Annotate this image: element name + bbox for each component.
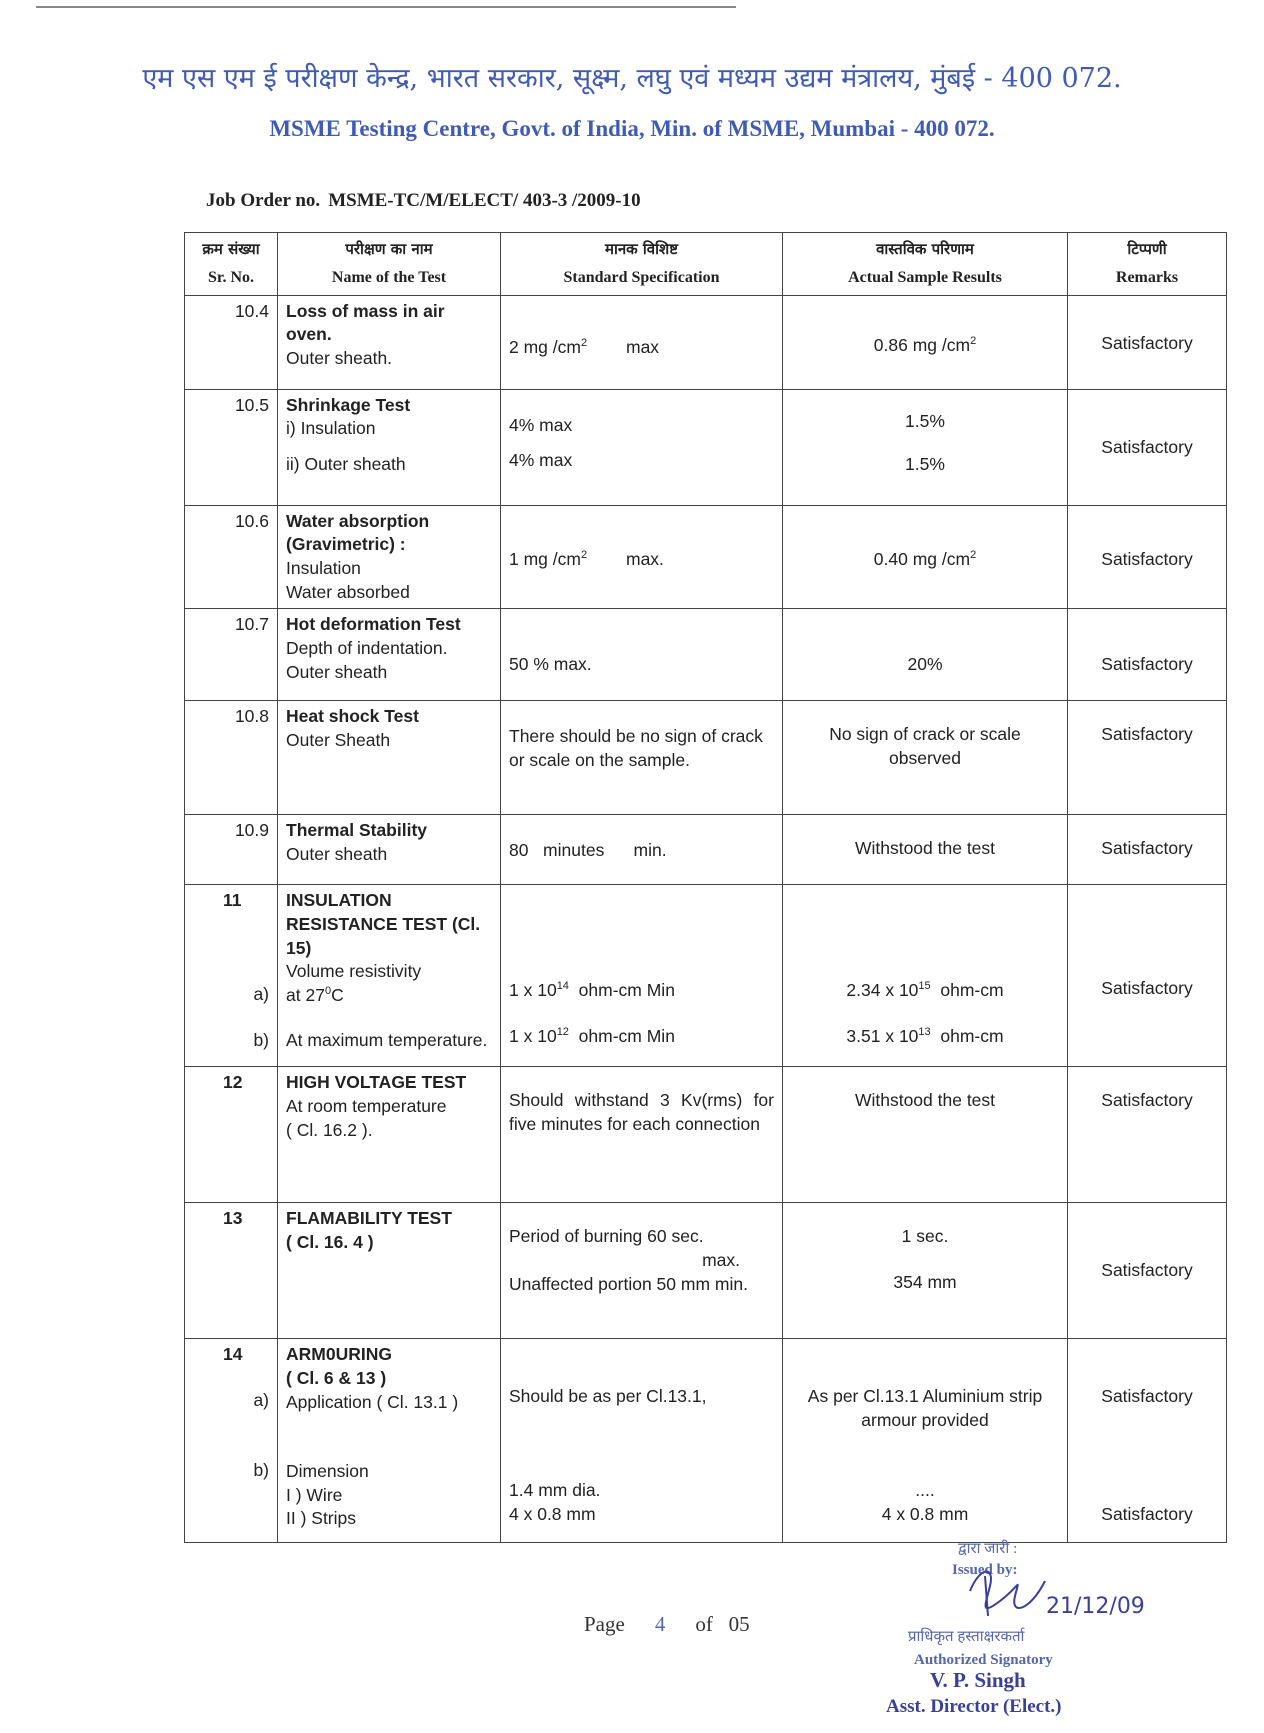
- row-remark: Satisfactory Satisfactory: [1068, 1339, 1227, 1543]
- table-row: [185, 1067, 1227, 1203]
- row-test-name: HIGH VOLTAGE TEST At room temperature ( Cl. 16.2 ).: [278, 1067, 501, 1203]
- test-results-table: [184, 232, 1227, 1543]
- row-test-name: INSULATION RESISTANCE TEST (Cl. 15) Volume resistivity at $27^0C$ At maximum temperature.: [278, 885, 501, 1067]
- row-test-name: Thermal Stability Outer sheath: [278, 815, 501, 885]
- issued-by-hindi: द्वारा जारी :: [958, 1541, 1018, 1557]
- header-hindi: एम एस एम ई परीक्षण केन्द्र, भारत सरकार, सूक्ष्म, लघु एवं मध्यम उद्यम मंत्रालय, मुंबई - 400 072.: [142, 63, 1122, 94]
- header-sr-no: क्रम संख्या Sr. No.: [185, 233, 278, 296]
- row-spec: 1 x $10^{14}$ ohm-cm Min 1 x $10^{12}$ ohm-cm Min: [501, 885, 783, 1067]
- row-spec: 50 % max.: [501, 609, 783, 701]
- top-rule: [36, 6, 736, 8]
- row-remark: Satisfactory: [1068, 609, 1227, 701]
- row-remark: Satisfactory: [1068, 295, 1227, 389]
- authorized-signatory-label: Authorized Signatory: [914, 1652, 1053, 1668]
- row-result: 1.5% 1.5%: [783, 389, 1068, 505]
- row-result: 2.34 x $10^{15}$ ohm-cm 3.51 x $10^{13}$ ohm-cm: [783, 885, 1068, 1067]
- job-order: [206, 190, 641, 212]
- job-order-value: MSME-TC/M/ELECT/ 403-3 /2009-10: [328, 190, 641, 211]
- row-spec: Should withstand 3 Kv(rms) for five minutes for each connection: [501, 1067, 783, 1203]
- row-test-name: FLAMABILITY TEST ( Cl. 16. 4 ): [278, 1203, 501, 1339]
- row-result: 1 sec. 354 mm: [783, 1203, 1068, 1339]
- row-spec: 4% max 4% max: [501, 389, 783, 505]
- row-result: No sign of crack or scale observed: [783, 701, 1068, 815]
- row-test-name: Water absorption (Gravimetric) : Insulation Water absorbed: [278, 505, 501, 609]
- table-row: [185, 609, 1227, 701]
- table-row: [185, 295, 1227, 389]
- row-sr: 12: [185, 1067, 278, 1203]
- signature-date: 21/12/09: [1046, 1594, 1145, 1619]
- row-sr: 10.4: [185, 295, 278, 389]
- header-remarks: टिप्पणी Remarks: [1068, 233, 1227, 296]
- row-result: As per Cl.13.1 Aluminium strip armour provided .... 4 x 0.8 mm: [783, 1339, 1068, 1543]
- row-spec: 1 mg $/cm^2$ max.: [501, 505, 783, 609]
- row-test-name: Hot deformation Test Depth of indentation. Outer sheath: [278, 609, 501, 701]
- row-test-name: Heat shock Test Outer Sheath: [278, 701, 501, 815]
- row-remark: Satisfactory: [1068, 1067, 1227, 1203]
- row-spec: 2 mg $/cm^2$ max: [501, 295, 783, 389]
- header-english: MSME Testing Centre, Govt. of India, Min. of MSME, Mumbai - 400 072.: [269, 116, 995, 141]
- row-sr: 10.8: [185, 701, 278, 815]
- row-result: 20%: [783, 609, 1068, 701]
- issued-by-label: Issued by:: [952, 1562, 1018, 1578]
- row-test-name: Shrinkage Test i) Insulation ii) Outer sheath: [278, 389, 501, 505]
- row-sr: 10.6: [185, 505, 278, 609]
- row-sr: 11 a) b): [185, 885, 278, 1067]
- row-remark: Satisfactory: [1068, 885, 1227, 1067]
- row-spec: Period of burning 60 sec. max. Unaffected portion 50 mm min.: [501, 1203, 783, 1339]
- row-test-name: ARM0URING ( Cl. 6 & 13 ) Application ( Cl. 13.1 ) Dimension I ) Wire II ) Strips: [278, 1339, 501, 1543]
- handwritten-signature: [960, 1556, 1060, 1626]
- row-remark: Satisfactory: [1068, 815, 1227, 885]
- row-remark: Satisfactory: [1068, 389, 1227, 505]
- row-result: 0.40 mg $/cm^2$: [783, 505, 1068, 609]
- row-sr: 10.7: [185, 609, 278, 701]
- row-remark: Satisfactory: [1068, 1203, 1227, 1339]
- row-sr: 13: [185, 1203, 278, 1339]
- row-test-name: Loss of mass in air oven. Outer sheath.: [278, 295, 501, 389]
- row-sr: 10.9: [185, 815, 278, 885]
- row-sr: 10.5: [185, 389, 278, 505]
- header-test-name: परीक्षण का नाम Name of the Test: [278, 233, 501, 296]
- signatory-name: V. P. Singh: [930, 1668, 1026, 1692]
- authorized-signatory-hindi: प्राधिकृत हस्ताक्षरकर्ता: [908, 1629, 1025, 1645]
- row-result: 0.86 mg $/cm^2$: [783, 295, 1068, 389]
- table-row: [185, 701, 1227, 815]
- row-spec: Should be as per Cl.13.1, 1.4 mm dia. 4 x 0.8 mm: [501, 1339, 783, 1543]
- row-sr: 14 a) b): [185, 1339, 278, 1543]
- job-order-label: Job Order no.: [206, 190, 321, 211]
- table-row: [185, 505, 1227, 609]
- row-spec: 80 minutes min.: [501, 815, 783, 885]
- table-row: [185, 815, 1227, 885]
- table-row: [185, 1203, 1227, 1339]
- row-remark: Satisfactory: [1068, 701, 1227, 815]
- row-remark: Satisfactory: [1068, 505, 1227, 609]
- row-result: Withstood the test: [783, 815, 1068, 885]
- table-row: [185, 885, 1227, 1067]
- page-number: Page 4 of 05: [584, 1612, 750, 1636]
- table-header-row: [185, 233, 1227, 296]
- signatory-designation: Asst. Director (Elect.): [886, 1696, 1062, 1717]
- signature-block: [886, 1538, 1160, 1728]
- row-spec: There should be no sign of crack or scale on the sample.: [501, 701, 783, 815]
- header-actual-results: वास्तविक परिणाम Actual Sample Results: [783, 233, 1068, 296]
- row-result: Withstood the test: [783, 1067, 1068, 1203]
- table-row: [185, 389, 1227, 505]
- table-row: [185, 1339, 1227, 1543]
- header-standard-spec: मानक विशिष्ट Standard Specification: [501, 233, 783, 296]
